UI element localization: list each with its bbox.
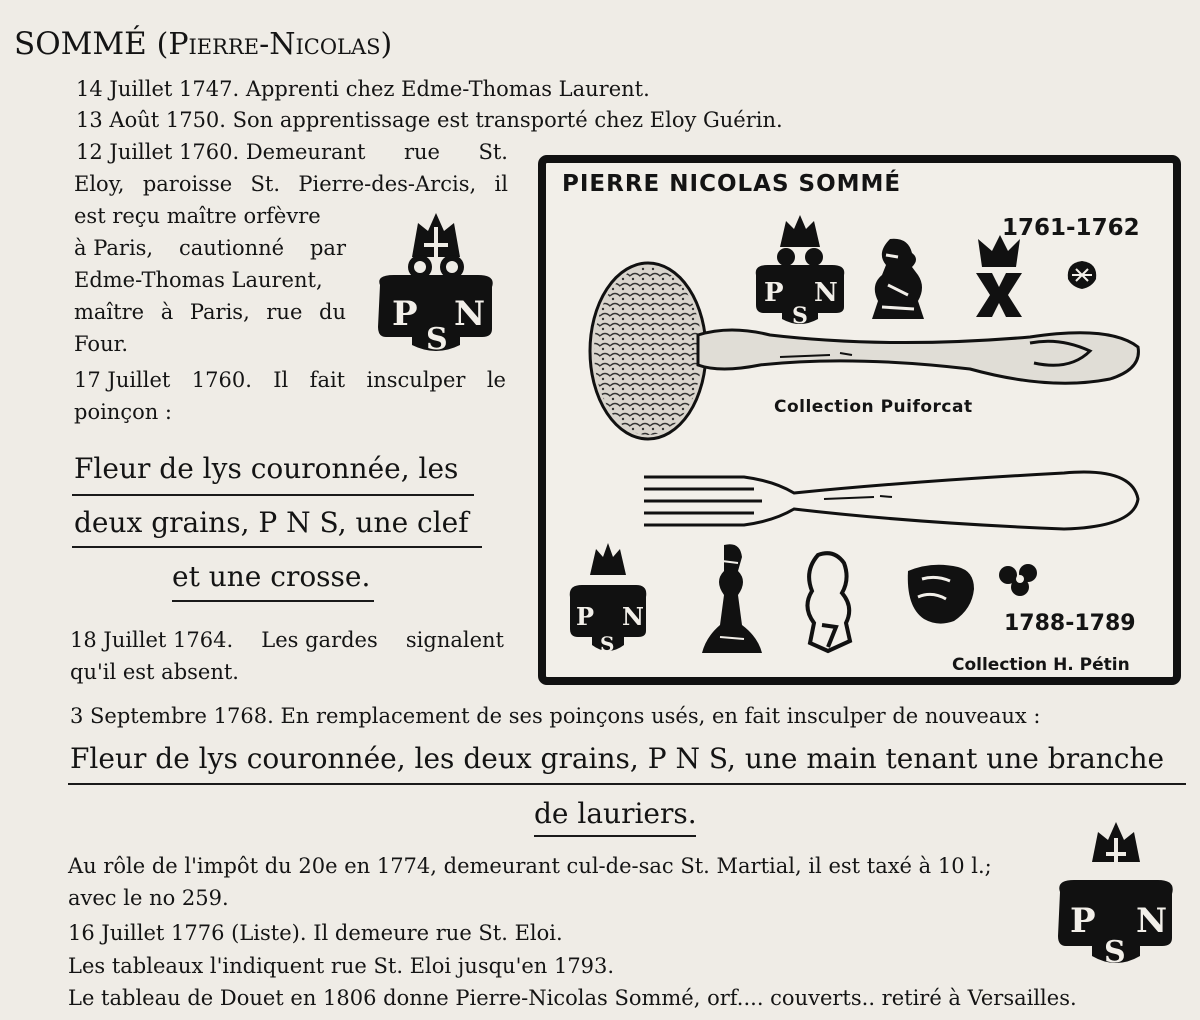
hallmark-plate (538, 155, 1181, 685)
entry-1793: Les tableaux l'indiquent rue St. Eloi jusqu'en 1793. (68, 954, 615, 978)
mark-letter-n: N (454, 294, 486, 334)
plate-mark-1788-e (996, 561, 1042, 599)
entry-1760-line5: Edme-Thomas Laurent, (74, 268, 323, 292)
entry-1764-line2: qu'il est absent. (70, 660, 239, 684)
mark-2-letter-n: N (1136, 901, 1168, 941)
plate-collection-puiforcat: Collection Puiforcat (774, 397, 973, 417)
poincon-2-rule2 (534, 835, 696, 837)
plate-mark-letter-s: S (792, 303, 808, 329)
crown-icon (780, 215, 820, 247)
entry-1776: 16 Juillet 1776 (Liste). Il demeure rue St. Eloi. (68, 921, 563, 945)
heading-name: SOMMÉ (14, 26, 147, 62)
mark-letter-s: S (426, 322, 448, 357)
entry-1768: 3 Septembre 1768. En remplacement de ses poinçons usés, en fait insculper de nouveaux : (70, 704, 1041, 728)
entry-heading (14, 26, 392, 62)
plate-mark-1788-c (798, 549, 860, 655)
fork-photo (644, 463, 1144, 543)
plate-mark-letter-p: P (764, 278, 784, 308)
makers-mark-1760 (372, 205, 500, 355)
entry-1760-line6: maître à Paris, rue du (74, 300, 346, 324)
plate-date-1788: 1788-1789 (1004, 611, 1136, 636)
mark-letter-p: P (392, 294, 418, 334)
heading-given-names: (Pierre-Nicolas) (156, 27, 393, 62)
poincon-1-rule1 (72, 494, 474, 496)
plate-date-1761: 1761-1762 (1002, 215, 1140, 241)
entry-1760-line1: 12 Juillet 1760. Demeurant rue St. (76, 140, 508, 164)
poincon-1-rule3 (172, 600, 374, 602)
plate-collection-petin: Collection H. Pétin (952, 655, 1130, 675)
plate-mark-1788-b (698, 541, 766, 659)
entry-1774-number: avec le no 259. (68, 886, 229, 910)
entry-1774: Au rôle de l'impôt du 20e en 1774, demeurant cul-de-sac St. Martial, il est taxé à 10 l.; (68, 854, 992, 878)
entry-1760-line4: à Paris, cautionné par (74, 236, 346, 260)
poincon-2-rule1 (68, 783, 1186, 785)
plate-mark-1788-d (902, 561, 978, 629)
poincon-2-line2: de lauriers. (534, 797, 697, 830)
poincon-1-line2: deux grains, P N S, une clef (74, 506, 469, 539)
crown-icon (590, 543, 626, 575)
plate-mark-2-letter-n: N (622, 602, 644, 631)
plate-mark-2-letter-p: P (576, 602, 595, 631)
mark-2-letter-s: S (1104, 935, 1126, 970)
entry-1750: 13 Août 1750. Son apprentissage est transporté chez Eloy Guérin. (76, 108, 783, 132)
plate-title: PIERRE NICOLAS SOMMÉ (562, 171, 902, 197)
poincon-1-line3: et une crosse. (172, 560, 371, 593)
entry-1760-line7: Four. (74, 332, 128, 356)
entry-1760-poincon-line1: 17 Juillet 1760. Il fait insculper le (74, 368, 506, 392)
entry-1760-line3: est reçu maître orfèvre (74, 204, 321, 228)
poincon-1-rule2 (72, 546, 482, 548)
plate-mark-pns-1788 (566, 541, 650, 659)
poincon-1-line1: Fleur de lys couronnée, les (74, 452, 459, 485)
plate-mark-letter-n: N (814, 278, 838, 308)
mark-2-letter-p: P (1070, 901, 1096, 941)
spoon-photo (590, 251, 1144, 435)
entry-1760-poincon-line2: poinçon : (74, 400, 173, 424)
entry-1806: Le tableau de Douet en 1806 donne Pierre-Nicolas Sommé, orf.... couverts.. retiré à Versailles. (68, 986, 1077, 1010)
plate-mark-2-letter-s: S (600, 632, 615, 656)
entry-1760-line2: Eloy, paroisse St. Pierre-des-Arcis, il (74, 172, 508, 196)
entry-1747: 14 Juillet 1747. Apprenti chez Edme-Thomas Laurent. (76, 77, 650, 101)
entry-1764-line1: 18 Juillet 1764. Les gardes signalent (70, 628, 504, 652)
makers-mark-1768 (1052, 818, 1180, 972)
poincon-2-line1: Fleur de lys couronnée, les deux grains, P N S, une main tenant une branche (70, 742, 1165, 775)
